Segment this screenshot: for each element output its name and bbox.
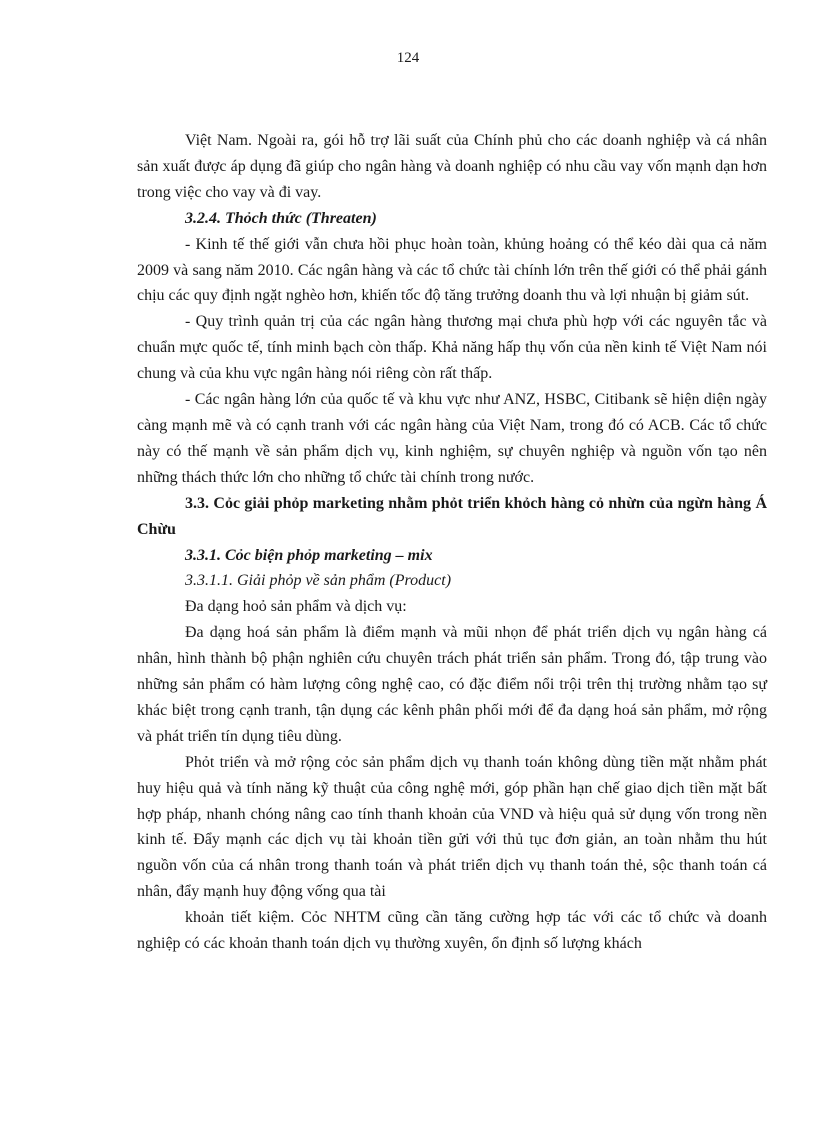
paragraph: Đa dạng hoá sản phẩm là điểm mạnh và mũi nhọn để phát triển dịch vụ ngân hàng cá nhân, hình thành bộ phận nghiên cứu chuyên trách phát triển sản phẩm. Trong đó, tập trung vào những sản phẩm có hàm lượng công nghệ cao, có đặc điểm nổi trội trên thị trường nhằm tạo sự khác biệt trong cạnh tranh, tận dụng các kênh phân phối mới để đa dạng hoá sản phẩm, mở rộng và phát triển tín dụng tiêu dùng.: [137, 624, 767, 745]
paragraph: Việt Nam. Ngoài ra, gói hỗ trợ lãi suất của Chính phủ cho các doanh nghiệp và cá nhân sản xuất được áp dụng đã giúp cho ngân hàng và doanh nghiệp có nhu cầu vay vốn mạnh dạn hơn trong việc cho vay và đi vay.: [137, 132, 767, 201]
paragraph: - Quy trình quản trị của các ngân hàng thương mại chưa phù hợp với các nguyên tắc và chuẩn mực quốc tế, tính minh bạch còn thấp. Khả năng hấp thụ vốn của nền kinh tế Việt Nam nói chung và của khu vực ngân hàng nói riêng còn rất thấp.: [137, 313, 767, 383]
paragraph: - Kinh tế thế giới vẫn chưa hồi phục hoàn toàn, khủng hoảng có thể kéo dài qua cả năm 2009 và sang năm 2010. Các ngân hàng và các tổ chức tài chính lớn trên thế giới có thể phải gánh chịu các quy định ngặt nghèo hơn, khiến tốc độ tăng trưởng doanh thu và lợi nhuận bị giảm sút.: [137, 235, 767, 305]
section-heading-3-3: 3.3. Cỏc giải phỏp marketing nhằm phỏt triển khỏch hàng cỏ nhừn của ngừn hàng Á Chừu: [137, 494, 767, 538]
paragraph: khoản tiết kiệm. Cỏc NHTM cũng cần tăng cường hợp tác với các tổ chức và doanh nghiệp có các khoản thanh toán dịch vụ thường xuyên, ổn định số lượng khách: [137, 909, 767, 953]
section-heading-3-3-1: 3.3.1. Cỏc biện phỏp marketing – mix: [185, 546, 433, 564]
page-number: 124: [396, 50, 420, 66]
section-heading-3-2-4: 3.2.4. Thỏch thức (Threaten): [185, 209, 377, 227]
paragraph: - Các ngân hàng lớn của quốc tế và khu vực như ANZ, HSBC, Citibank sẽ hiện diện ngày càng mạnh mẽ và có cạnh tranh với các ngân hàng của Việt Nam, trong đó có ACB. Các tổ chức này có thế mạnh về sản phẩm dịch vụ, kinh nghiệm, sự chuyên nghiệp và nguồn vốn tạo nên những thách thức lớn cho những tổ chức tài chính trong nước.: [137, 391, 767, 486]
section-heading-3-3-1-1: 3.3.1.1. Giải phỏp về sản phẩm (Product): [185, 572, 452, 590]
document-body: [137, 128, 767, 957]
paragraph: Đa dạng hoỏ sản phẩm và dịch vụ:: [185, 598, 407, 616]
paragraph: Phỏt triển và mở rộng cỏc sản phẩm dịch vụ thanh toán không dùng tiền mặt nhằm phát huy hiệu quả và tính năng kỹ thuật của công nghệ mới, góp phần hạn chế giao dịch tiền mặt bất hợp pháp, nhanh chóng nâng cao tính thanh khoản của VND và hiệu quả sử dụng vốn trong nền kinh tế. Đẩy mạnh các dịch vụ tài khoản tiền gửi với thủ tục đơn giản, an toàn nhằm thu hút nguồn vốn của cá nhân trong thanh toán và phát triển dịch vụ thanh toán thẻ, sộc thanh toán cá nhân, đẩy mạnh huy động vống qua tài: [137, 753, 767, 901]
